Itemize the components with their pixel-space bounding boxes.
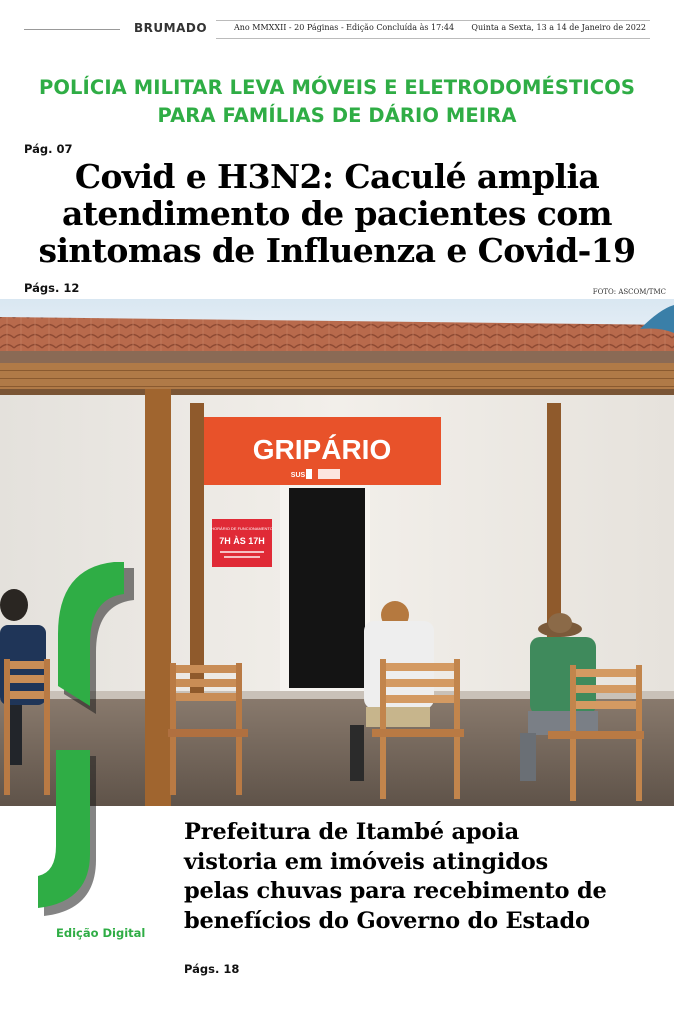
main-headline-line-1: Covid e H3N2: Caculé amplia [74, 157, 600, 196]
second-headline-line-4: benefícios do Governo do Estado [184, 907, 590, 934]
second-headline-line-2: vistoria em imóveis atingidos [184, 848, 549, 875]
main-page-ref[interactable]: Págs. 12 [24, 281, 80, 295]
main-headline[interactable] [0, 158, 674, 269]
second-page-ref[interactable]: Págs. 18 [184, 962, 240, 976]
notice-hours: 7H ÀS 17H [219, 536, 265, 546]
roof-edge [0, 389, 674, 395]
masthead-rule [24, 29, 120, 30]
sign-sus: SUS [290, 472, 306, 479]
kicker-page-ref[interactable]: Pág. 07 [24, 142, 73, 156]
main-headline-line-3: sintomas de Influenza e Covid-19 [38, 231, 636, 270]
kicker-headline[interactable] [0, 74, 674, 130]
logo-caption: Edição Digital [56, 926, 146, 940]
masthead-bar [24, 20, 650, 40]
notice-line [224, 556, 260, 558]
sign-logo-block [318, 469, 340, 479]
second-headline-line-3: pelas chuvas para recebimento de [184, 878, 607, 904]
masthead-city: BRUMADO [134, 21, 208, 35]
logo-mark-bottom [38, 750, 90, 908]
main-headline-line-2: atendimento de pacientes com [61, 194, 613, 233]
roof-planks [0, 363, 674, 393]
brand-logo[interactable] [0, 560, 170, 940]
kicker-line-1: POLÍCIA MILITAR LEVA MÓVEIS E ELETRODOMÉSTICOS [38, 76, 636, 99]
photo-credit: FOTO: ASCOM/TMC [592, 288, 666, 296]
doorway [289, 488, 365, 688]
sign-logo-mark [306, 469, 312, 479]
kicker-line-2: PARA FAMÍLIAS DE DÁRIO MEIRA [157, 104, 517, 127]
edition-info: Ano MMXXII - 20 Páginas - Edição Concluída às 17:44 [234, 23, 455, 32]
notice-line [220, 551, 264, 553]
notice-title: HORÁRIO DE FUNCIONAMENTO [211, 526, 273, 531]
edition-strip [216, 20, 650, 39]
second-headline[interactable] [184, 818, 664, 936]
sign-text: GRIPÁRIO [252, 434, 392, 465]
wooden-post [190, 403, 204, 693]
roof-beam [0, 351, 674, 363]
edition-date: Quinta a Sexta, 13 a 14 de Janeiro de 2022 [471, 23, 646, 32]
second-headline-line-1: Prefeitura de Itambé apoia [184, 819, 519, 845]
